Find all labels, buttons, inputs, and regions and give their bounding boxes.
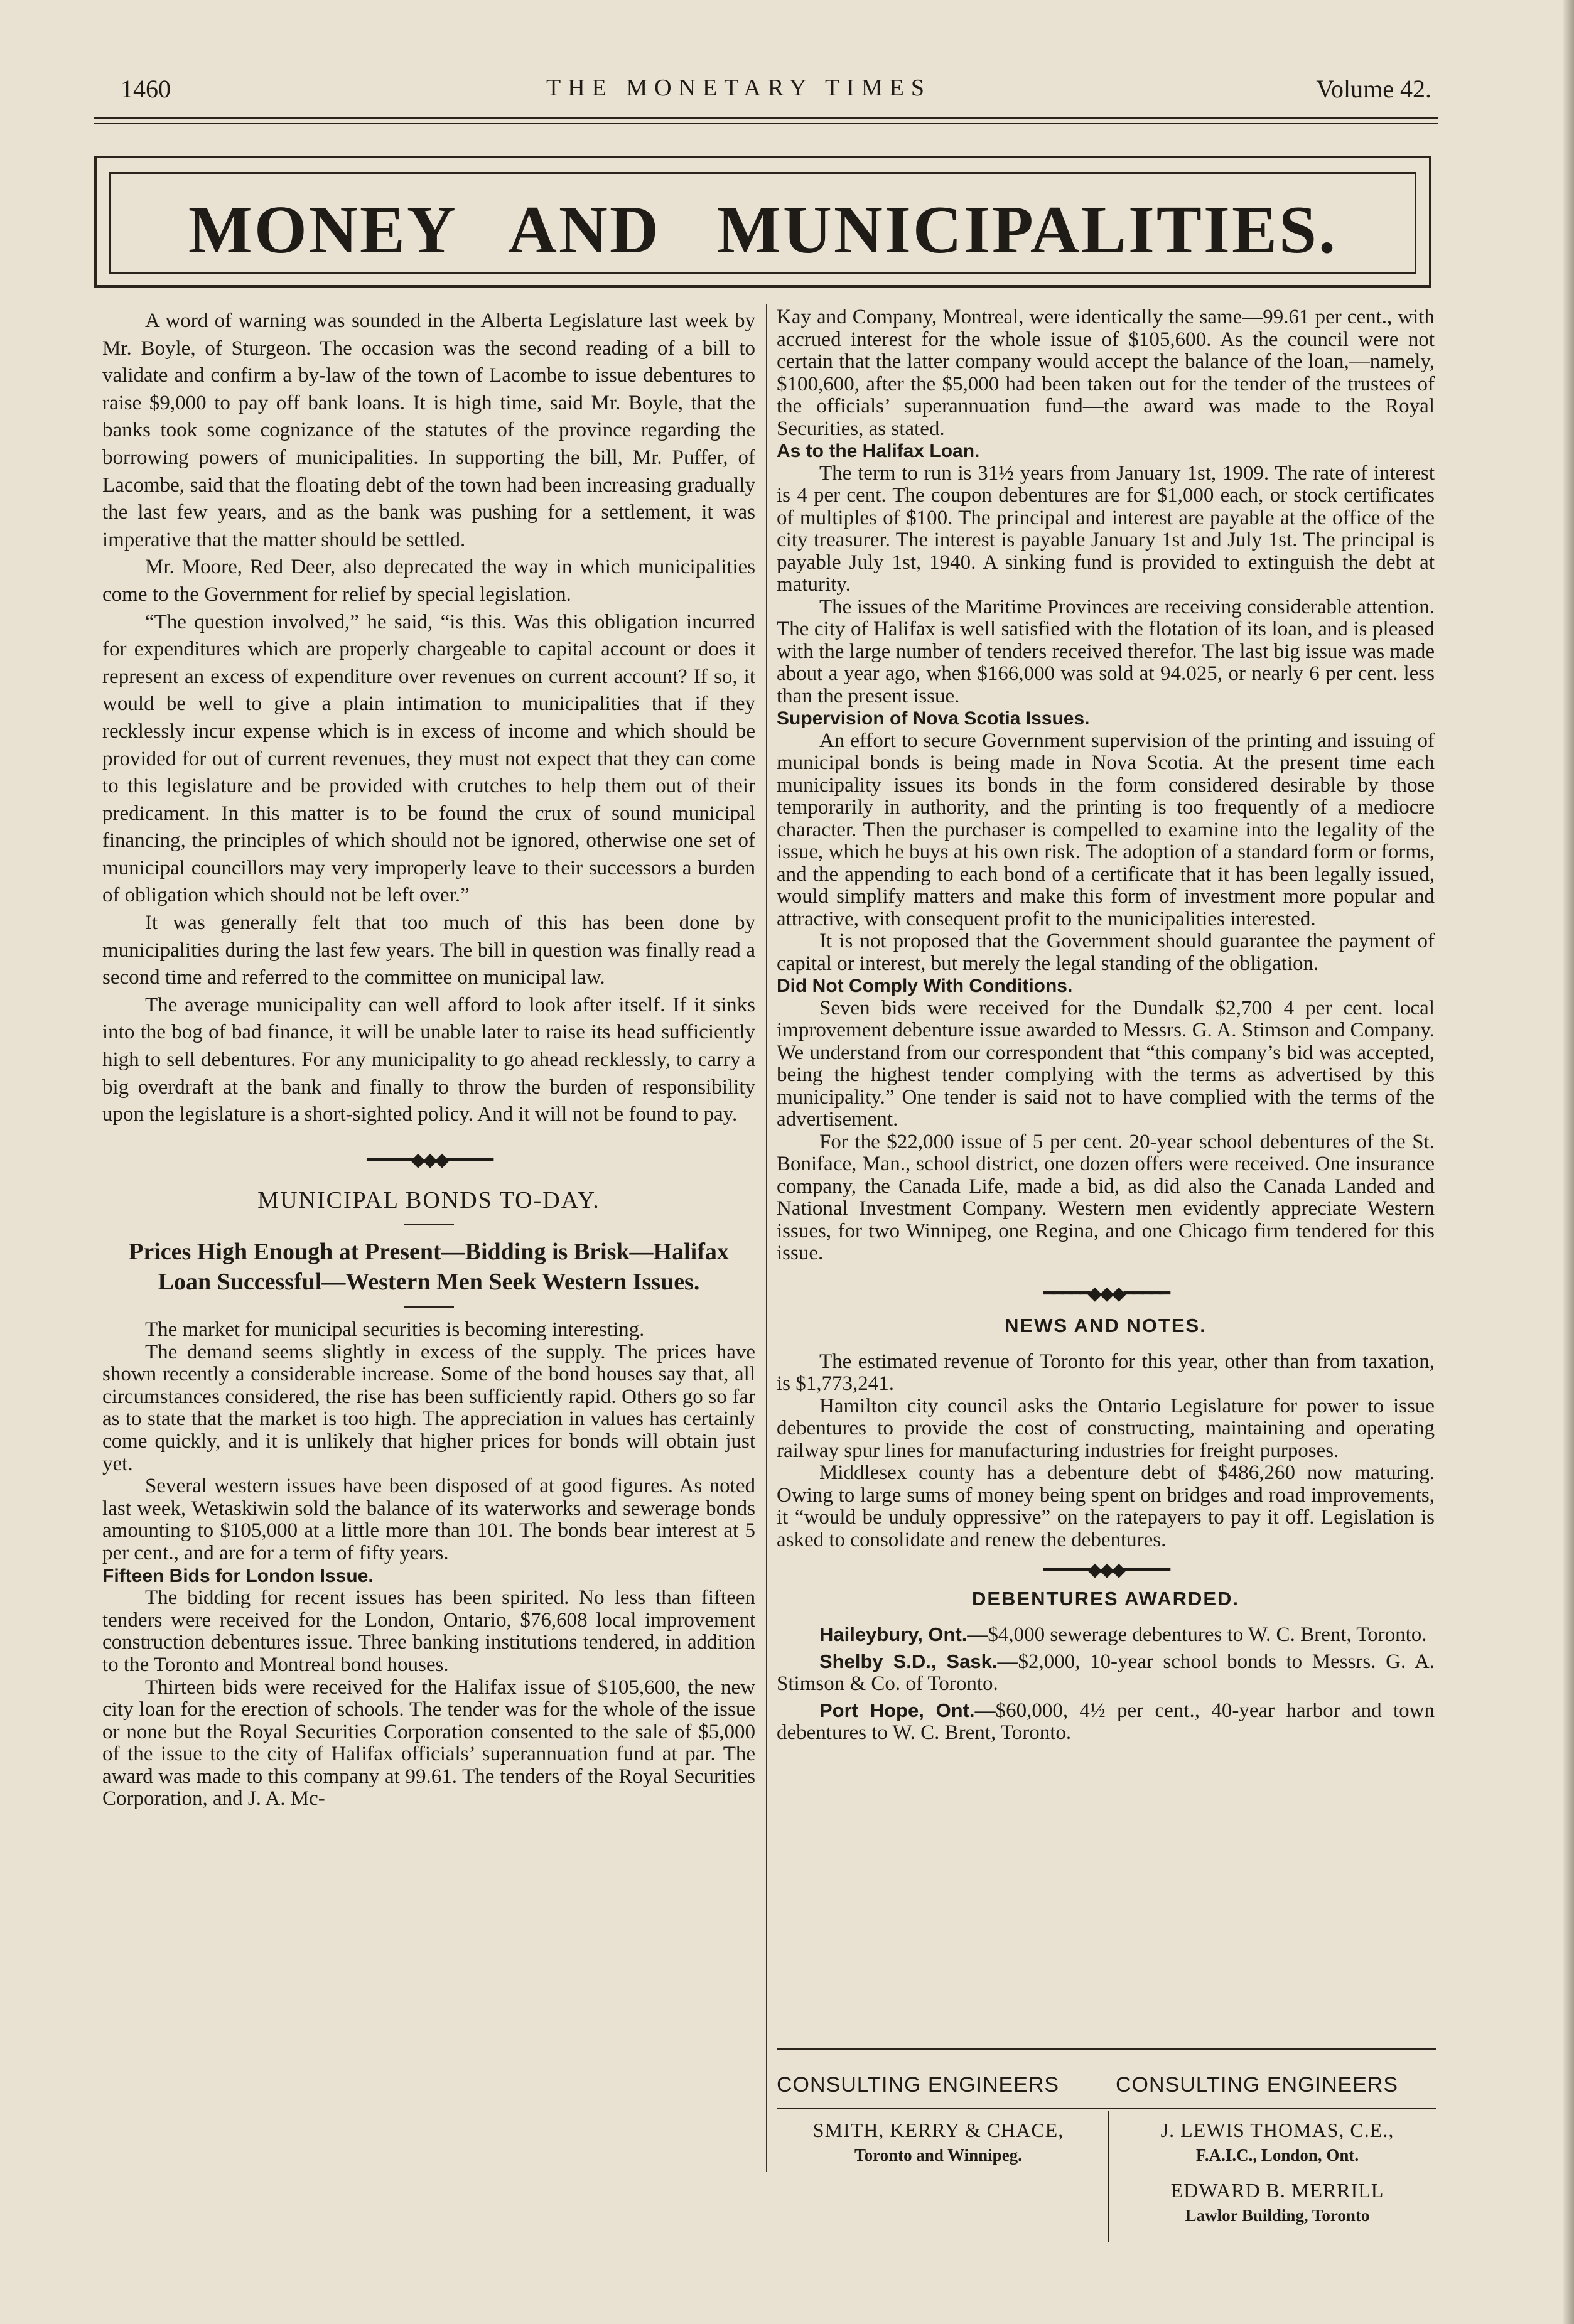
- news-notes-title: NEWS AND NOTES.: [1005, 1315, 1207, 1337]
- news-item: Hamilton city council asks the Ontario Legislature for power to issue debentures to provide the cost of constructing, maintaining and operating railway spur lines for manufacturing industries for freight purposes.: [777, 1394, 1435, 1462]
- article-paragraph: The issues of the Maritime Provinces are receiving considerable attention. The city of Halifax is well satisfied with the flotation of its loan, and is pleased with the large number of tenders received therefor. The last big issue was made about a year ago, when $166,000 was sold at 94.025, or nearly 6 per cent. less than the present issue.: [777, 595, 1435, 707]
- bonds-deck: Prices High Enough at Present—Bidding is Brisk—Halifax Loan Successful—Western Men Seek Western Issues.: [129, 1239, 729, 1295]
- ad-engineer-name: J. LEWIS THOMAS, C.E.,: [1160, 2119, 1394, 2141]
- ad-heading: CONSULTING ENGINEERS: [777, 2073, 1060, 2097]
- running-head: [94, 74, 1438, 112]
- banner-title: MONEY AND MUNICIPALITIES.: [188, 193, 1338, 267]
- banner-frame: [109, 172, 1416, 274]
- article-paragraph: A word of warning was sounded in the Alberta Legislature last week by Mr. Boyle, of Sturgeon. The occasion was the second reading of a bill to validate and confirm a by-law of the town of Lacombe to issue debentures to raise $9,000 to pay off bank loans. It is high time, said Mr. Boyle, that the banks took some cognizance of the statutes of the province regarding the borrowing powers of municipalities. In supporting the bill, Mr. Puffer, of Lacombe, said that the floating debt of the town had been increasing gradually the last few years, and as the bank was pushing for a settlement, it was imperative that the matter should be settled.: [102, 309, 755, 551]
- page-edge-shadow: [1563, 0, 1574, 2324]
- article-paragraph: For the $22,000 issue of 5 per cent. 20-year school debentures of the St. Boniface, Man., school district, one dozen offers were received. One insurance company, the Canada Life, made a bid, as did also the Canada Landed and National Investment Company. Western men evidently appreciate Western issues, for two Winnipeg, one Regina, and one Chicago firm tendered for this issue.: [777, 1130, 1435, 1264]
- volume-label: Volume 42.: [1316, 75, 1431, 103]
- award-text: —$60,000, 4½ per cent., 40-year harbor and town debentures to W. C. Brent, Toronto.: [777, 1699, 1435, 1744]
- news-item: Middlesex county has a debenture debt of $486,260 now maturing. Owing to large sums of money being spent on bridges and road improvements, it “would be unduly oppressive” on the ratepayers to pay it off. Legislation is asked to consolidate and renew the debentures.: [777, 1461, 1435, 1551]
- left-column: [102, 308, 755, 1810]
- article-paragraph: Thirteen bids were received for the Halifax issue of $105,600, the new city loan for the erection of schools. The tender was for the whole of the issue or none but the Royal Securities Corporation consented to the sale of $5,000 of the issue to the city of Halifax officials’ superannuation fund at par. The award was made to this company at 99.61. The tenders of the Royal Securities Corporation, and J. A. Mc-: [102, 1676, 755, 1810]
- ornament-divider: ━━━━━◆◆◆━━━━━: [1043, 1559, 1168, 1580]
- article-paragraph: The term to run is 31½ years from January 1st, 1909. The rate of interest is 4 per cent. The coupon debentures are for $1,000 each, or stock certificates of multiples of $100. The principal and interest are payable at the office of the city treasurer. The interest is payable January 1st and July 1st. The principal is payable July 1st, 1940. A sinking fund is provided to extinguish the debt at maturity.: [777, 461, 1435, 596]
- article-paragraph: Seven bids were received for the Dundalk $2,700 4 per cent. local improvement debenture issue awarded to Messrs. G. A. Stimson and Company. We understand from our correspondent that “this company’s bid was accepted, being the highest tender complying with the terms as advertised by this municipality.” One tender is said not to have complied with the terms of the advertisement.: [777, 996, 1435, 1131]
- article-paragraph: Mr. Moore, Red Deer, also deprecated the way in which municipalities come to the Government for relief by special legislation.: [102, 556, 755, 606]
- award-text: —$4,000 sewerage debentures to W. C. Brent, Toronto.: [967, 1623, 1427, 1646]
- article-paragraph: Kay and Company, Montreal, were identically the same—99.61 per cent., with accrued interest for the whole issue of $105,600. As the council were not certain that the latter company would accept the balance of the loan,—namely, $100,600, after the $5,000 had been taken out for the tender of the trustees of the officials’ superannuation fund—the award was made to the Royal Securities, as stated.: [777, 306, 1435, 440]
- ad-location: Toronto and Winnipeg.: [854, 2146, 1022, 2165]
- ornament-divider: ━━━━━◆◆◆━━━━━: [367, 1149, 491, 1170]
- bonds-article: [102, 1319, 755, 1810]
- ad-detail: Lawlor Building, Toronto: [1185, 2206, 1370, 2225]
- ad-heading: CONSULTING ENGINEERS: [1116, 2073, 1399, 2097]
- article-paragraph: It was generally felt that too much of this has been done by municipalities during the last few years. The bill in question was finally read a second time and referred to the committee on municipal law.: [102, 912, 755, 989]
- article-paragraph: Several western issues have been disposed of at good figures. As noted last week, Wetaskiwin sold the balance of its waterworks and sewerage bonds amounting to $105,000 at a little more than 101. The bonds bear interest at 5 per cent., and are for a term of fifty years.: [102, 1475, 755, 1564]
- column-divider: [766, 304, 767, 2172]
- london-subhead: Fifteen Bids for London Issue.: [102, 1565, 374, 1586]
- award-place: Port Hope, Ont.: [819, 1699, 975, 1721]
- award-place: Haileybury, Ont.: [819, 1623, 968, 1645]
- award-item: [777, 1623, 1435, 1647]
- ornament-divider: ━━━━━◆◆◆━━━━━: [1043, 1283, 1168, 1304]
- bonds-section-title: MUNICIPAL BONDS TO-DAY.: [257, 1187, 600, 1214]
- article-paragraph: The average municipality can well afford to look after itself. If it sinks into the bog of bad finance, it will be unable later to raise its head sufficiently high to sell debentures. For any municipality to go ahead recklessly, to carry a big overdraft at the bank and finally to throw the burden of responsibility upon the legislature is a short-sighted policy. And it will not be found to pay.: [102, 993, 755, 1126]
- page-number: 1460: [121, 75, 171, 103]
- article-paragraph: An effort to secure Government supervision of the printing and issuing of municipal bonds is being made in Nova Scotia. At the present time each municipality issues its bonds in the form considered desirable by those temporarily in authority, and the printing is too frequently of a mediocre character. Then the purchaser is compelled to examine into the legality of the issue, which he buys at his own risk. The adoption of a standard form or forms, and the appending to each bond of a certificate that it has been legally issued, would simplify matters and make this form of investment more popular and attractive, with consequent profit to the municipalities interested.: [777, 729, 1435, 930]
- awards-list: [777, 1623, 1435, 1745]
- section-banner: [94, 156, 1431, 288]
- header-rule-thin: [94, 123, 1438, 124]
- award-text: —$2,000, 10-year school bonds to Messrs. G. A. Stimson & Co. of Toronto.: [777, 1650, 1435, 1695]
- ad-detail: F.A.I.C., London, Ont.: [1195, 2146, 1359, 2165]
- halifax-subhead: As to the Halifax Loan.: [777, 441, 980, 461]
- header-rule: [94, 117, 1438, 119]
- ad-engineer-name: EDWARD B. MERRILL: [1170, 2179, 1384, 2202]
- nova-scotia-subhead: Supervision of Nova Scotia Issues.: [777, 708, 1090, 729]
- article-paragraph: It is not proposed that the Government should guarantee the payment of capital or interest, but merely the legal standing of the obligation.: [777, 930, 1435, 975]
- conditions-subhead: Did Not Comply With Conditions.: [777, 976, 1073, 996]
- award-item: [777, 1699, 1435, 1745]
- article-paragraph: The bidding for recent issues has been spirited. No less than fifteen tenders were received for the London, Ontario, $76,608 local improvement construction debentures issue. Three banking institutions tendered, in addition to the Toronto and Montreal bond houses.: [102, 1586, 755, 1676]
- award-item: [777, 1650, 1435, 1696]
- short-rule: [404, 1224, 454, 1225]
- ad-smith-kerry-chace: [777, 2073, 1100, 2165]
- article-paragraph: “The question involved,” he said, “is this. Was this obligation incurred for expenditures which are properly chargeable to capital account or does it represent an excess of expenditure over revenues on current account? If so, it would be well to give a plain intimation to municipalities that if they recklessly incur expense which is in excess of income and which should be provided for out of current revenues, they must not expect that they can come to this legislature and be provided with crutches to help them out of their predicament. In this matter is to be found the crux of sound municipal financing, the principles of which should not be ignored, otherwise one set of municipal councillors may very improperly leave to their successors a burden of obligation which should not be left over.”: [102, 610, 755, 907]
- right-column: [777, 306, 1435, 1748]
- journal-name: THE MONETARY TIMES: [546, 75, 931, 101]
- ad-divider: [1108, 2111, 1109, 2242]
- ad-firm-name: SMITH, KERRY & CHACE,: [812, 2119, 1064, 2141]
- advertisements: [777, 2048, 1436, 2249]
- news-item: The estimated revenue of Toronto for this year, other than from taxation, is $1,773,241.: [777, 1350, 1435, 1395]
- ad-rule-top: [777, 2048, 1436, 2050]
- article-paragraph: The demand seems slightly in excess of the supply. The prices have shown recently a considerable increase. Some of the bond houses say that, all circumstances considered, the rise has been sufficiently rapid. Others go so far as to state that the market is too high. The appreciation in values has certainly come quickly, and it is unlikely that higher prices for bonds will obtain just yet.: [102, 1340, 755, 1475]
- ad-thomas-merrill: [1116, 2073, 1439, 2225]
- short-rule: [404, 1306, 454, 1308]
- debentures-awarded-title: DEBENTURES AWARDED.: [971, 1587, 1240, 1610]
- article-paragraph: The market for municipal securities is becoming interesting.: [145, 1318, 645, 1341]
- award-place: Shelby S.D., Sask.: [819, 1650, 998, 1672]
